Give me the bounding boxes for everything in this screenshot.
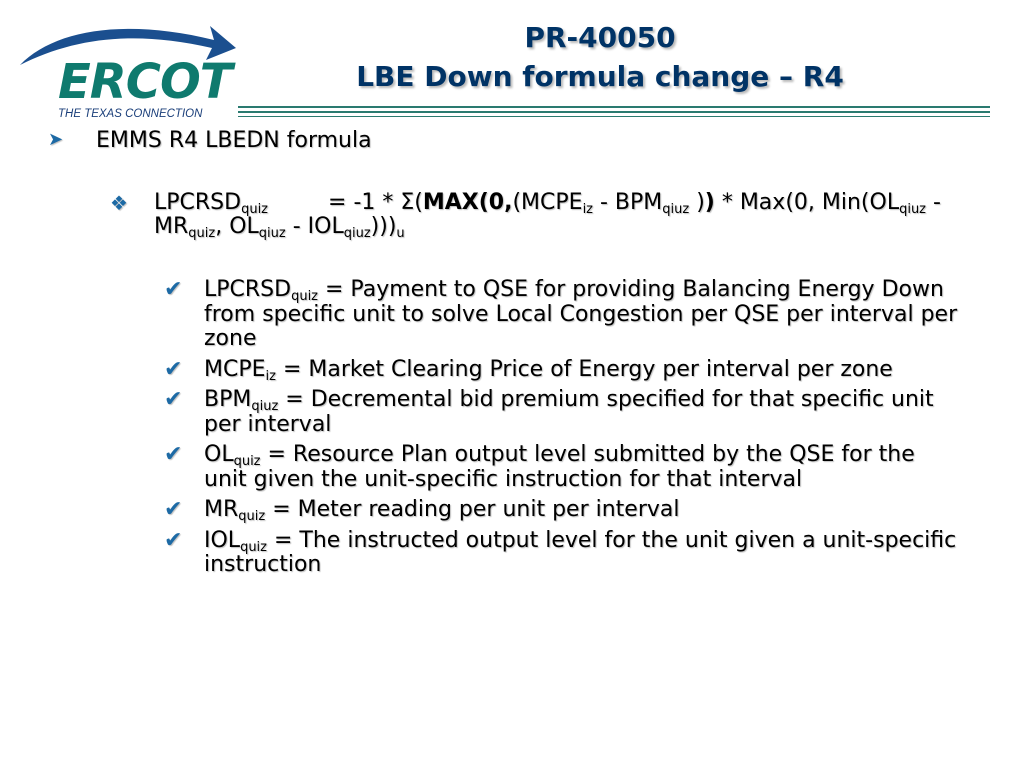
formula-part: - BPM — [593, 190, 663, 215]
ercot-logo — [14, 10, 244, 122]
formula-part: - IOL — [285, 214, 344, 239]
logo-tagline: THE TEXAS CONNECTION — [58, 108, 203, 120]
definition-term: MR — [204, 497, 239, 522]
definition-desc: = The instructed output level for the unit given a unit-specific instruction — [204, 527, 957, 577]
title-rule — [238, 111, 990, 113]
formula-part: ) — [704, 190, 715, 215]
formula-subscript: qiuz — [662, 202, 690, 217]
checkmark-icon: ✔ — [164, 277, 183, 302]
definition-item — [160, 529, 960, 578]
formula-part: ) — [689, 190, 705, 215]
title-line-1: PR-40050 — [524, 21, 676, 54]
definition-item — [160, 498, 960, 523]
definition-term: BPM — [204, 387, 252, 412]
formula-subscript: qiuz — [343, 226, 371, 241]
formula-subscript: qiuz — [258, 226, 286, 241]
definition-subscript: iz — [265, 368, 276, 384]
definition-list — [160, 278, 960, 584]
bullet-text: EMMS R4 LBEDN formula — [96, 128, 372, 153]
definition-item — [160, 358, 960, 383]
formula-part: = -1 * Σ( — [328, 190, 423, 215]
definition-item — [160, 388, 960, 437]
formula-subscript: qiuz — [899, 202, 927, 217]
formula-subscript: iz — [582, 202, 593, 217]
definition-term: OL — [204, 442, 234, 467]
checkmark-icon: ✔ — [164, 527, 183, 553]
title-rule — [238, 106, 990, 108]
logo-brand: ERCOT — [58, 54, 232, 110]
definition-desc: = Resource Plan output level submitted by the QSE for the unit given the unit-specific instruction for that interval — [204, 442, 915, 492]
formula-part: , OL — [215, 214, 259, 239]
definition-term: MCPE — [204, 356, 266, 382]
formula-part: * Max(0, Min(OL — [714, 190, 900, 215]
definition-term: LPCRSD — [204, 277, 292, 302]
checkmark-icon: ✔ — [164, 497, 183, 522]
formula-text — [154, 191, 954, 239]
definition-subscript: quiz — [238, 509, 266, 524]
formula-part: -MR — [154, 190, 941, 239]
formula-part: ))) — [370, 214, 397, 239]
slide-title — [250, 18, 950, 96]
definition-desc: = Payment to QSE for providing Balancing Energy Down from specific unit to solve Local Congestion per QSE per interval per zone — [204, 277, 958, 351]
checkmark-icon: ✔ — [164, 442, 183, 467]
diamond-bullet-icon: ❖ — [110, 191, 128, 215]
title-line-2: LBE Down formula change – R4 — [356, 60, 844, 93]
formula-subscript: quiz — [188, 226, 216, 241]
formula-part: (MCPE — [512, 190, 583, 215]
definition-item — [160, 278, 960, 352]
definition-desc: = Market Clearing Price of Energy per interval per zone — [275, 356, 893, 382]
checkmark-icon: ✔ — [164, 387, 183, 412]
formula-subscript: quiz — [241, 202, 269, 217]
checkmark-icon: ✔ — [164, 356, 183, 382]
arrow-bullet-icon: ➤ — [48, 129, 64, 150]
definition-subscript: quiz — [240, 539, 267, 555]
formula-lhs: LPCRSD — [154, 190, 242, 215]
title-rule — [238, 116, 990, 117]
definition-subscript: quiz — [291, 289, 319, 304]
definition-desc: = Meter reading per unit per interval — [265, 497, 680, 522]
formula-max: MAX(0, — [422, 190, 513, 215]
definition-subscript: quiz — [233, 454, 261, 469]
formula-subscript: u — [396, 226, 405, 241]
definition-term: IOL — [204, 527, 241, 553]
definition-subscript: qiuz — [251, 399, 279, 414]
definition-desc: = Decremental bid premium specified for that specific unit per interval — [204, 387, 934, 437]
definition-item — [160, 443, 960, 492]
